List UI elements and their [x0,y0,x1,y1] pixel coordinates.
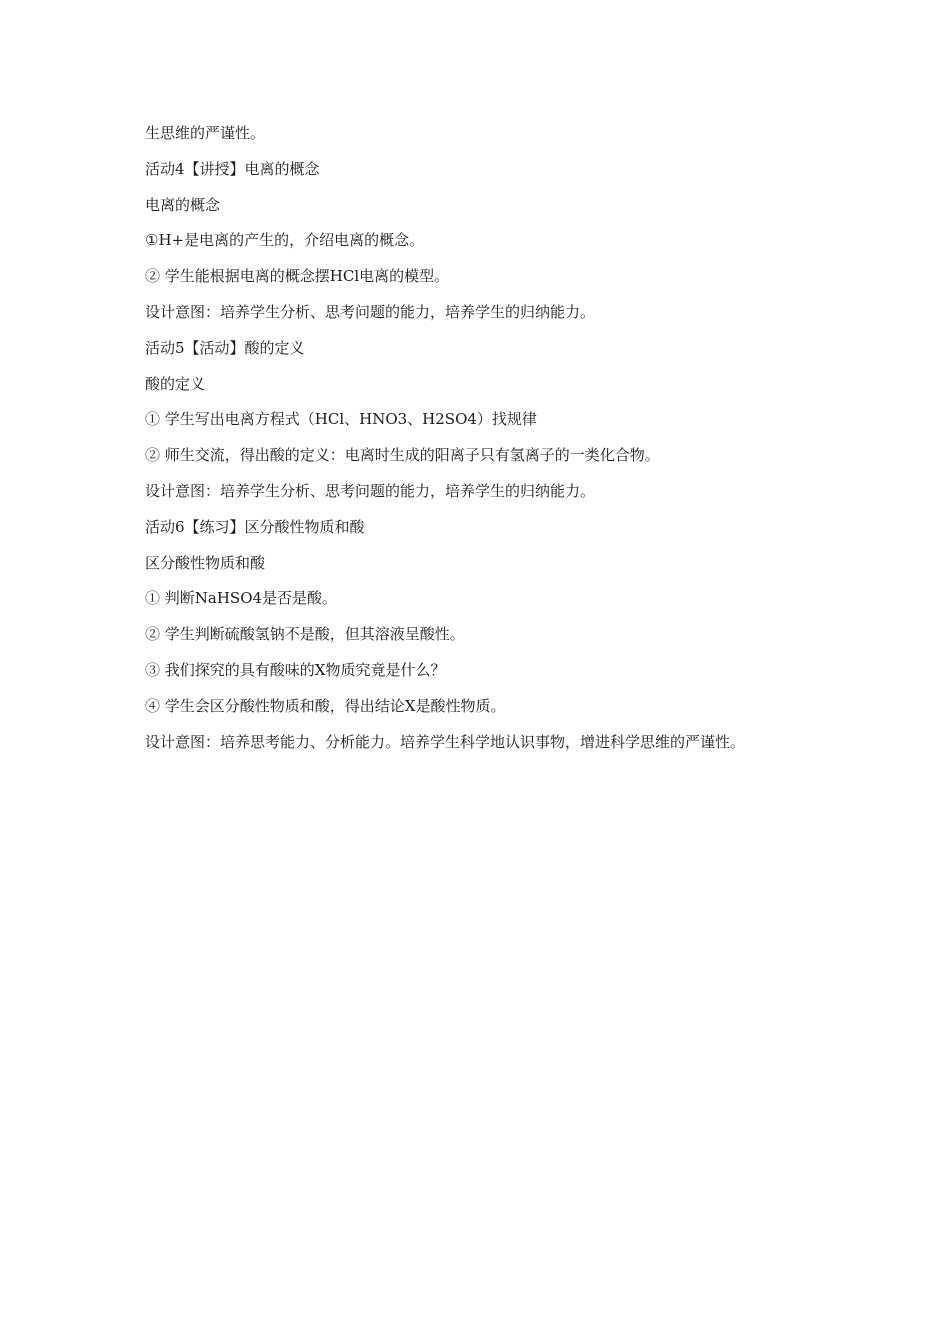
activity-5-step-2: ② 师生交流，得出酸的定义：电离时生成的阳离子只有氢离子的一类化合物。 [145,446,660,465]
paragraph-continuation: 生思维的严谨性。 [145,124,266,142]
activity-5-design-intent: 设计意图：培养学生分析、思考问题的能力，培养学生的归纳能力。 [145,481,596,500]
activity-6-step-2: ② 学生判断硫酸氢钠不是酸，但其溶液呈酸性。 [145,625,465,644]
activity-6-design-intent: 设计意图：培养思考能力、分析能力。培养学生科学地认识事物，增进科学思维的严谨性。 [145,732,746,751]
activity-6-subtitle: 区分酸性物质和酸 [145,553,266,572]
activity-5-heading: 活动5【活动】酸的定义 [145,338,305,357]
activity-4-subtitle: 电离的概念 [145,195,221,214]
document-body [145,124,865,768]
activity-6-heading: 活动6【练习】区分酸性物质和酸 [145,517,365,536]
activity-5-step-1: ① 学生写出电离方程式（HCl、HNO3、H2SO4）找规律 [145,410,537,429]
activity-4-heading: 活动4【讲授】电离的概念 [145,159,320,178]
activity-5-subtitle: 酸的定义 [145,374,206,393]
activity-6-step-1: ① 判断NaHSO4是否是酸。 [145,589,338,608]
activity-4-step-2: ② 学生能根据电离的概念摆HCl电离的模型。 [145,267,450,286]
activity-6-step-4: ④ 学生会区分酸性物质和酸，得出结论X是酸性物质。 [145,696,506,715]
activity-6-step-3: ③ 我们探究的具有酸味的X物质究竟是什么？ [145,660,446,679]
activity-4-step-1: ①H+是电离的产生的，介绍电离的概念。 [145,231,425,250]
activity-4-design-intent: 设计意图：培养学生分析、思考问题的能力，培养学生的归纳能力。 [145,302,596,321]
